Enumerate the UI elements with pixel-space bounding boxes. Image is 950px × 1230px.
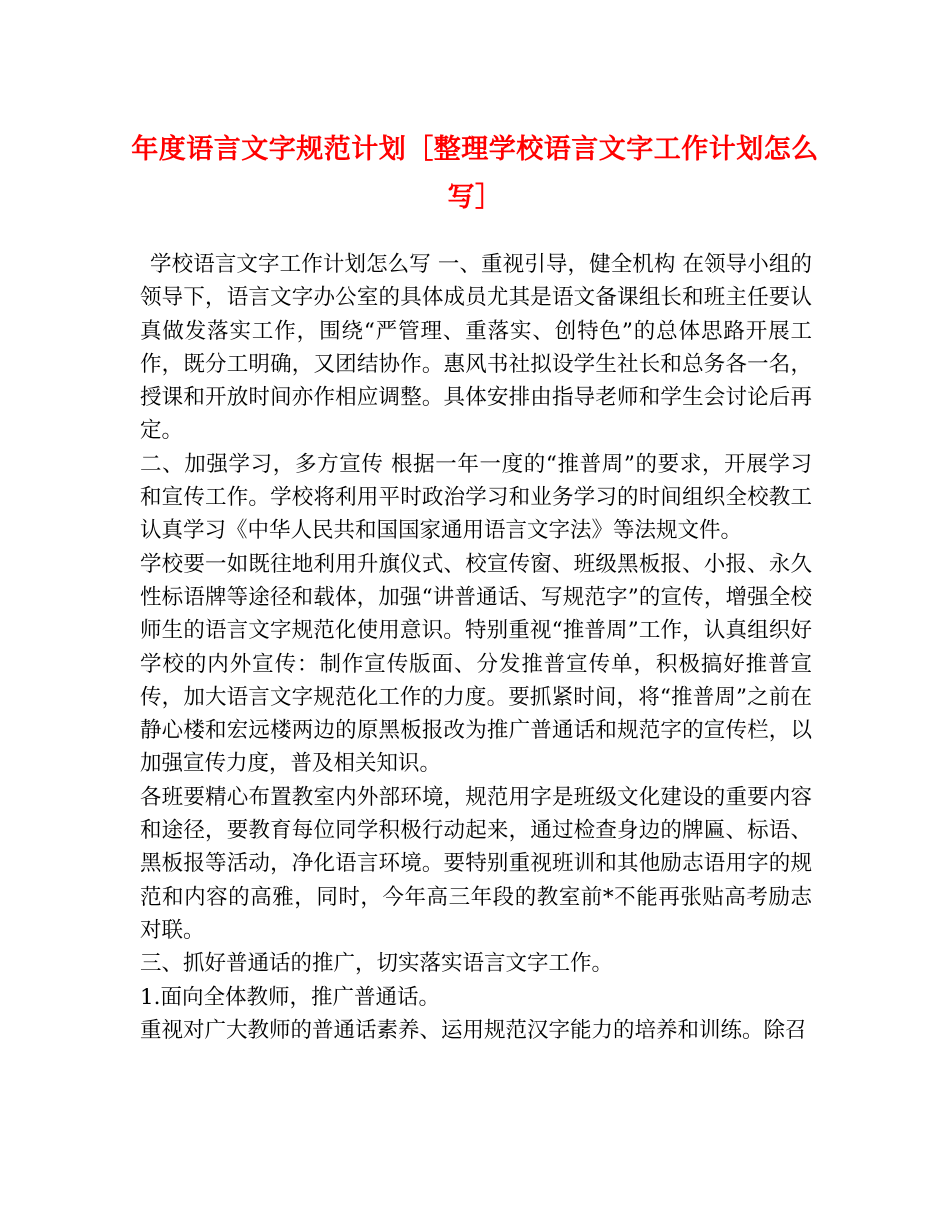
paragraph-7: 重视对广大教师的普通话素养、运用规范汉字能力的培养和训练。除召 [140,1017,807,1043]
paragraph-4: 各班要精心布置教室内外部环境，规范用字是班级文化建设的重要内容和途径，要教育每位同学积极行动起来，通过检查身边的牌匾、标语、黑板报等活动，净化语言环境。要特别重视班训和其他励志语用字的规范和内容的高雅，同时，今年高三年段的教室前*不能再张贴高考励志对联。 [140,784,812,943]
paragraph-5: 三、抓好普通话的推广，切实落实语言文字工作。 [140,951,614,977]
paragraph-1: 学校语言文字工作计划怎么写 一、重视引导，健全机构 在领导小组的领导下，语言文字办公室的具体成员尤其是语文备课组长和班主任要认真做发落实工作，围绕“严管理、重落实、创特色”的总体思路开展工作，既分工明确，又团结协作。惠风书社拟设学生社长和总务各一名，授课和开放时间亦作相应调整。具体安排由指导老师和学生会讨论后再定。 [140,252,812,444]
document-body [140,248,812,1047]
paragraph-2: 二、加强学习，多方宣传 根据一年一度的“推普周”的要求，开展学习和宣传工作。学校将利用平时政治学习和业务学习的时间组织全校教工认真学习《中华人民共和国国家通用语言文字法》等法规文件。 [140,451,812,544]
paragraph-6: 1.面向全体教师，推广普通话。 [140,984,441,1010]
paragraph-3: 学校要一如既往地利用升旗仪式、校宣传窗、班级黑板报、小报、永久性标语牌等途径和载体，加强“讲普通话、写规范字”的宣传，增强全校师生的语言文字规范化使用意识。特别重视“推普周”工作，认真组织好学校的内外宣传：制作宣传版面、分发推普宣传单，积极搞好推普宣传，加大语言文字规范化工作的力度。要抓紧时间，将“推普周”之前在静心楼和宏远楼两边的原黑板报改为推广普通话和规范字的宣传栏，以加强宣传力度，普及相关知识。 [140,551,812,777]
document-title: 年度语言文字规范计划［整理学校语言文字工作计划怎么写］ [131,134,819,213]
